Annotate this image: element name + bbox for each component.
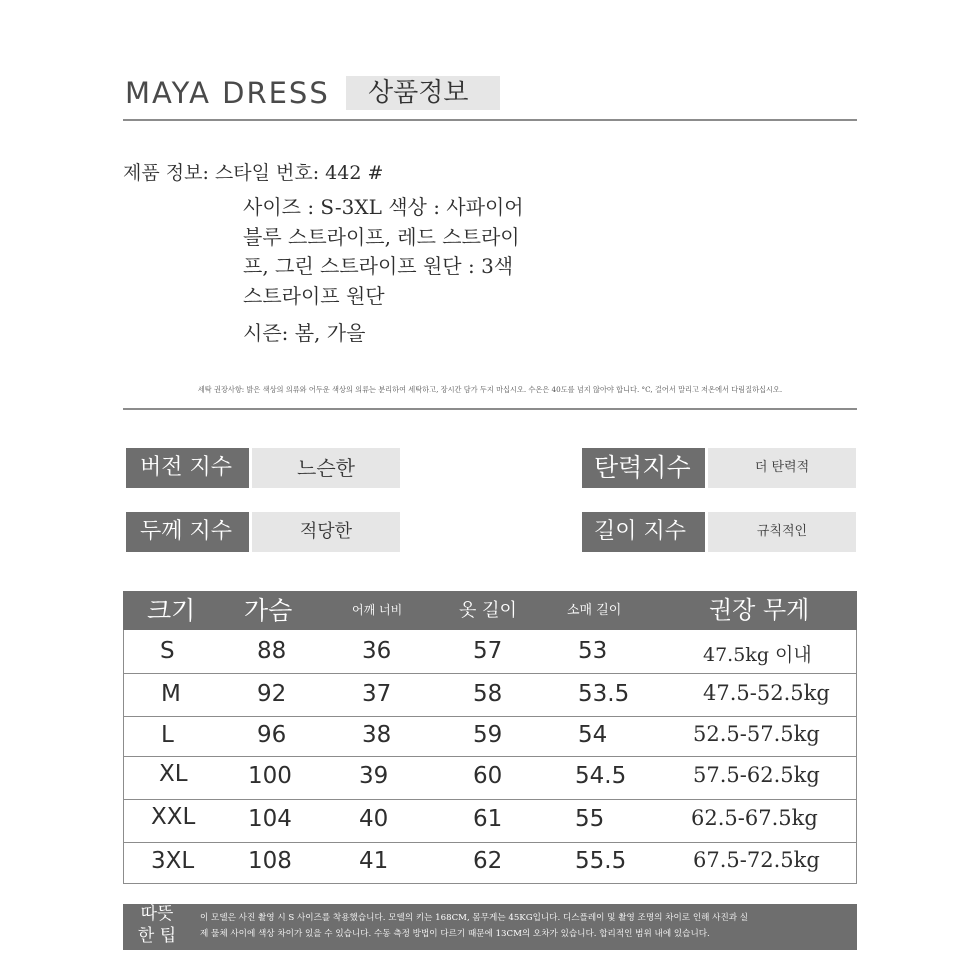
warm-tip-label-line: 따뜻: [140, 904, 174, 924]
cell-sleeve: 53.5: [578, 681, 630, 707]
warm-tip-line: 제 물체 사이에 색상 차이가 있을 수 있습니다. 수동 측정 방법이 다르기 때문에 13CM의 오차가 있습니다. 합리적인 범위 내에 있습니다.: [200, 929, 710, 939]
length-index-label: 길이 지수: [582, 512, 705, 552]
thickness-index-label: 두께 지수: [126, 512, 249, 552]
cell-chest: 88: [257, 638, 287, 664]
section-tag: 상품정보: [346, 76, 500, 110]
cell-chest: 96: [257, 722, 287, 748]
cell-weight: 62.5-67.5kg: [691, 806, 818, 830]
header-garment-length: 옷 길이: [459, 600, 517, 621]
cell-shoulder: 38: [362, 722, 392, 748]
row-divider: [123, 756, 857, 757]
row-divider: [123, 842, 857, 843]
fit-index-value: 느슨한: [252, 448, 400, 488]
warm-tip-text: [200, 910, 748, 942]
length-index-value: 규칙적인: [708, 512, 856, 552]
cell-size: XL: [159, 761, 188, 787]
warm-tip-label-line: 한 팁: [137, 926, 177, 946]
brand-title: MAYA DRESS: [125, 76, 330, 110]
cell-sleeve: 54: [578, 722, 608, 748]
cell-shoulder: 39: [359, 763, 389, 789]
elasticity-index-value: 더 탄력적: [708, 448, 856, 488]
header-recommended-weight: 권장 무게: [709, 596, 810, 624]
cell-size: S: [160, 638, 175, 664]
cell-length: 61: [473, 806, 503, 832]
cell-weight: 47.5kg 이내: [703, 644, 812, 666]
row-divider: [123, 716, 857, 717]
cell-size: L: [161, 722, 174, 748]
cell-sleeve: 53: [578, 638, 608, 664]
header-chest: 가슴: [244, 596, 293, 625]
cell-weight: 47.5-52.5kg: [703, 681, 830, 705]
cell-sleeve: 55: [575, 806, 605, 832]
header-sleeve-length: 소매 길이: [567, 603, 622, 618]
warm-tip-label: [137, 903, 177, 947]
cell-length: 59: [473, 722, 503, 748]
description-line: 스트라이프 원단: [243, 283, 385, 308]
cell-shoulder: 41: [359, 848, 389, 874]
cell-weight: 67.5-72.5kg: [693, 848, 820, 872]
cell-weight: 57.5-62.5kg: [693, 763, 820, 787]
cell-size: XXL: [151, 804, 196, 830]
cell-weight: 52.5-57.5kg: [693, 722, 820, 746]
thickness-index-value: 적당한: [252, 512, 400, 552]
cell-chest: 100: [248, 763, 292, 789]
cell-chest: 92: [257, 681, 287, 707]
product-description: [243, 193, 524, 311]
cell-size: M: [161, 681, 181, 707]
description-line: 프, 그린 스트라이프 원단 : 3색: [243, 254, 514, 278]
header-divider: [123, 119, 857, 121]
size-table-header: [123, 591, 857, 630]
description-line: 사이즈 : S-3XL 색상 : 사파이어: [243, 195, 524, 219]
care-instructions: 세탁 권장사항: 밝은 색상의 의류와 어두운 색상의 의류는 분리하여 세탁하고, 장시간 담가 두지 마십시오. 수온은 40도를 넘지 않아야 합니다. °C, 걸어서 말리고 저온에서 다림질하십시오.: [197, 385, 783, 394]
description-line: 블루 스트라이프, 레드 스트라이: [243, 224, 520, 249]
cell-sleeve: 55.5: [575, 848, 627, 874]
cell-shoulder: 37: [362, 681, 392, 707]
cell-length: 57: [473, 638, 503, 664]
cell-shoulder: 36: [362, 638, 392, 664]
cell-shoulder: 40: [359, 806, 389, 832]
cell-length: 58: [473, 681, 503, 707]
cell-length: 62: [473, 848, 503, 874]
cell-chest: 104: [248, 806, 292, 832]
warm-tip-line: 이 모델은 사진 촬영 시 S 사이즈를 착용했습니다. 모델의 키는 168CM, 몸무게는 45KG입니다. 디스플레이 및 촬영 조명의 차이로 인해 사진과 실: [200, 913, 749, 923]
cell-sleeve: 54.5: [575, 763, 627, 789]
elasticity-index-label: 탄력지수: [582, 448, 705, 488]
header-size: 크기: [147, 596, 196, 625]
product-style-number: 제품 정보: 스타일 번호: 442 #: [123, 162, 384, 184]
cell-chest: 108: [248, 848, 292, 874]
cell-length: 60: [473, 763, 503, 789]
info-divider: [123, 408, 857, 410]
cell-size: 3XL: [151, 848, 195, 874]
row-divider: [123, 673, 857, 674]
product-season: 시즌: 봄, 가을: [243, 321, 366, 345]
header-shoulder-width: 어깨 너비: [352, 603, 403, 617]
fit-index-label: 버전 지수: [126, 448, 249, 488]
row-divider: [123, 799, 857, 800]
